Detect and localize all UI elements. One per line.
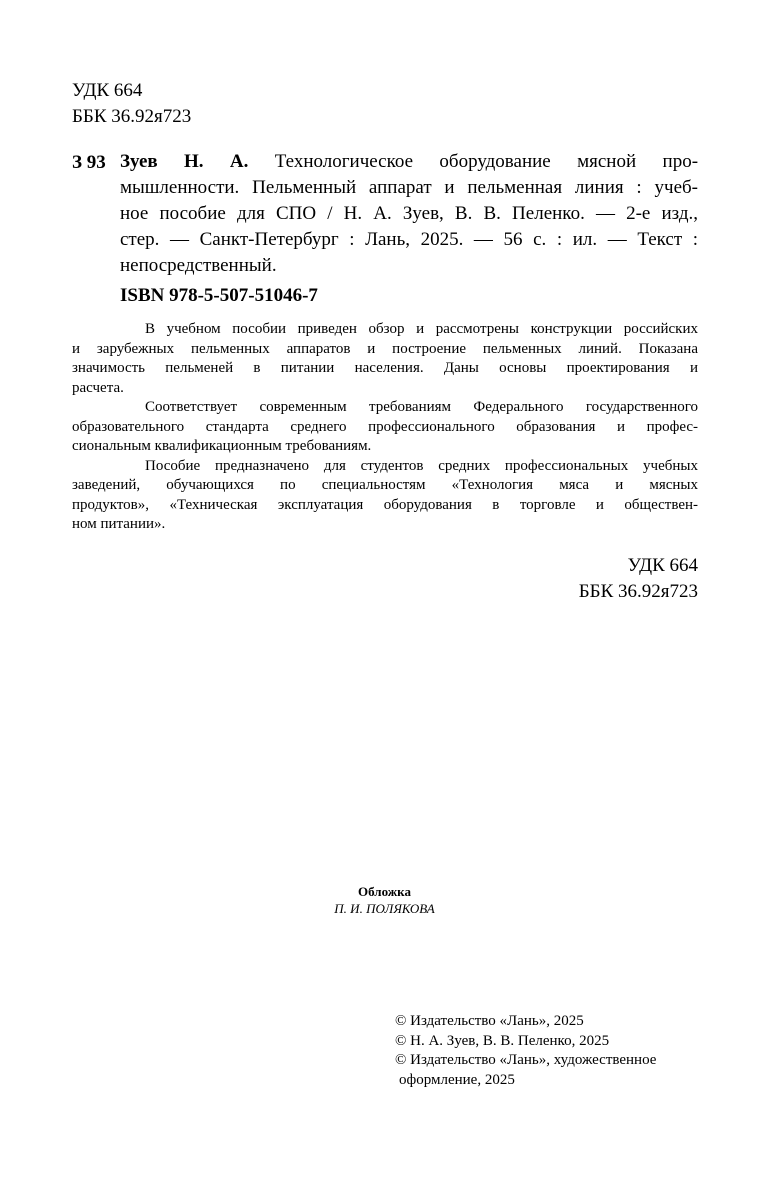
annotation-line: сиональным квалификационным требованиям. xyxy=(72,438,372,454)
annotation-line: значимость пельменей в питании населения. Даны основы проектирования и xyxy=(72,360,698,376)
copyright-line: © Издательство «Лань», 2025 xyxy=(395,1013,584,1029)
udc-code: УДК 664 xyxy=(72,80,143,101)
annotation-line: образовательного стандарта среднего профессионального образования и профес- xyxy=(72,418,698,435)
copyright-line: © Н. А. Зуев, В. В. Пеленко, 2025 xyxy=(395,1032,610,1049)
bib-line: стер. — Санкт-Петербург : Лань, 2025. — 56 с. : ил. — Текст : xyxy=(120,229,698,250)
isbn: ISBN 978-5-507-51046-7 xyxy=(120,285,318,306)
bib-line: непосредственный. xyxy=(120,255,277,276)
copyright-block xyxy=(395,1012,656,1090)
bbk-code: ББК 36.92я723 xyxy=(578,581,698,602)
catalog-code: З 93 xyxy=(72,152,106,173)
bib-line: ное пособие для СПО / Н. А. Зуев, В. В. Пеленко. — 2-е изд., xyxy=(120,203,698,224)
bib-line: мышленности. Пельменный аппарат и пельменная линия : учеб- xyxy=(120,177,698,198)
annotation-line: Соответствует современным требованиям Федерального государственного xyxy=(145,399,698,415)
annotation-line: расчета. xyxy=(72,379,124,396)
annotation xyxy=(72,320,698,535)
bibliographic-record xyxy=(120,149,698,279)
cover-credit-label: Обложка xyxy=(358,884,411,899)
bbk-code: ББК 36.92я723 xyxy=(72,106,192,127)
annotation-line: В учебном пособии приведен обзор и рассмотрены конструкции российских xyxy=(145,321,698,337)
bib-line-text: Технологическое оборудование мясной про- xyxy=(274,151,699,172)
classification-block-bottom xyxy=(480,553,698,605)
annotation-line: продуктов», «Техническая эксплуатация оборудования в торговле и обществен- xyxy=(72,496,698,513)
udc-code: УДК 664 xyxy=(627,555,698,576)
cover-designer-name: П. И. ПОЛЯКОВА xyxy=(334,901,435,916)
author-name: Зуев Н. А. xyxy=(120,151,249,172)
annotation-line: Пособие предназначено для студентов средних профессиональных учебных xyxy=(145,457,698,474)
classification-block-top xyxy=(72,78,191,130)
copyright-line: оформление, 2025 xyxy=(399,1071,515,1088)
bib-line xyxy=(120,149,698,175)
annotation-line: и зарубежных пельменных аппаратов и построение пельменных линий. Показана xyxy=(72,340,698,357)
copyright-line: © Издательство «Лань», художественное xyxy=(395,1052,657,1068)
annotation-line: заведений, обучающихся по специальностям «Технология мяса и мясных xyxy=(72,477,698,493)
annotation-line: ном питании». xyxy=(72,516,166,532)
